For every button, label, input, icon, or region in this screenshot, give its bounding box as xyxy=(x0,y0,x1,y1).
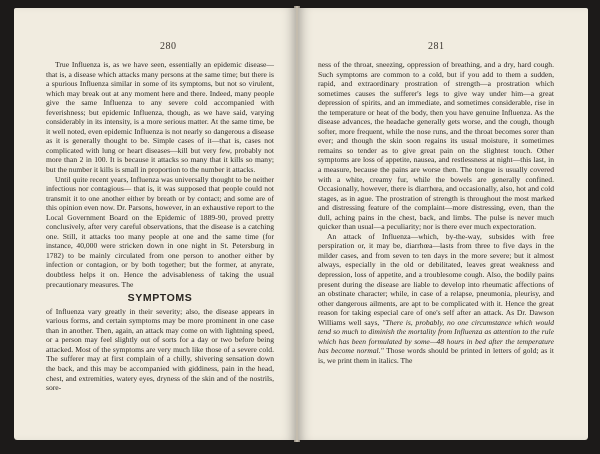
left-page-number: 280 xyxy=(160,41,177,52)
dawson-williams-quote: "There is, probably, no one circumstance which would tend so much to diminish the mortality from Influenza as attention to the rule which has been formulated by some—48 hours in bed after the temperature has become normal." xyxy=(318,317,554,356)
left-paragraph-2: Until quite recent years, Influenza was universally thought to be neither infectious nor contagious— that is, it was supposed that people could not transmit it to one another either by breath or by contact; and some are of this opinion even now. Dr. Parsons, however, in an exhaustive report to the Local Government Board on the Epidemic of 1889-90, proved pretty conclusively, after very careful observations, that the disease is a catching one. Still, it attacks too many people at one and the same time (for instance, 40,000 were stricken down in one night in St. Petersburg in 1782) to be mainly circulated from one person to another either by infection or contagion, or by both together; but the former, at anyrate, doubtless helps it on. Hence the advisableness of taking the usual precautionary measures. The xyxy=(46,174,274,289)
right-paragraph-1: ness of the throat, sneezing, oppression of breathing, and a dry, hard cough. Such symptoms are common to a cold, but if you add to them a sudden, rapid, and extraordinary prostration of strength—a prostration which sometimes causes the sufferer's legs to give way under him—a great depression of spirits, and an immediate, and sometimes considerable, rise in the temperature or heat of the body, then you have genuine Influenza. As the disease advances, the headache generally gets worse, and the cough, though softer, more frequent, while the nose runs, and the throat becomes sorer than ever; and though the skin soon regains its usual moisture, it sometimes remains so tender as to give great pain on the slightest touch. Other symptoms are loss of appetite, nausea, and restlessness at night—this last, in a measure, because the pains are worse then. The tongue is usually covered with a white, creamy fur, while the bowels are generally confined. Occasionally, however, there is diarrhœa, and occasionally, also, hot and cold stages, as in ague. The prostration of strength is throughout the most marked and distressing feature of the complaint—more distressing, even, than the dull, aching pains in the chest, back, and limbs. The pulse is never much quicker than usual—a peculiarity; nor is there ever much expectoration. xyxy=(318,60,554,232)
left-page-text xyxy=(46,60,274,393)
left-paragraph-1: True Influenza is, as we have seen, essentially an epidemic disease—that is, a disease which attacks many persons at the same time; but there is a spurious Influenza similar in some of its symptoms, but not so virulent, which may break out at any moment here and there. Indeed, many people give the same Influenza to any severe cold accompanied with feverishness; but epidemic Influenza, though, as we have said, varying considerably in its intensity, is a more serious matter. At the same time, be it well noted, even epidemic Influenza is not nearly so dangerous a disease as it is generally thought to be. Simple cases of it—that is, cases not complicated with lung or heart diseases—kill but very few, probably not more than 2 in 100. It is because it attacks so many that it kills so many; but the number it kills is small in proportion to the number it attacks. xyxy=(46,60,274,175)
symptoms-heading: SYMPTOMS xyxy=(127,292,193,305)
right-page-number: 281 xyxy=(428,41,445,52)
right-paragraph-2-start: An attack of Influenza—which, by-the-way, subsides with free perspiration or, it may be, diarrhœa—lasts from three to five days in the milder cases, and from seven to ten days in the more severe; but it almost always, especially in the old or debilitated, leaves great weakness and depression, loss of appetite, and a troublesome cough. Also, the bodily pains present during the disease are liable to develop into rheumatic affections of an obstinate character; while, in case of a relapse, pneumonia, pleurisy, and other dangerous ailments, are apt to be complicated with it. Hence the great reason for taking especial care of one's self after an attack. As Dr. Dawson Williams well says, xyxy=(318,231,554,327)
symptoms-paragraph: of Influenza vary greatly in their severity; also, the disease appears in various forms, and certain symptoms may be more prominent in one case than in another. Then, again, an attack may come on with lightning speed, or a person may feel slightly out of sorts for a day or two before being attacked. Most of the symptoms are very much like those of a severe cold. The sufferer may at first complain of a chilly, shivering sensation down the back, and this may be accompanied with giddiness, pain in the head, chest, and extremities, watery eyes, dryness of the skin and of the nostrils, sore- xyxy=(46,306,274,393)
left-page xyxy=(14,8,296,440)
right-page-text xyxy=(318,60,554,366)
right-paragraph-2-end: Those words should be printed in letters of gold; as it is, we print them in italics. The xyxy=(318,346,554,365)
right-page xyxy=(298,8,588,440)
right-paragraph-2 xyxy=(318,232,554,366)
